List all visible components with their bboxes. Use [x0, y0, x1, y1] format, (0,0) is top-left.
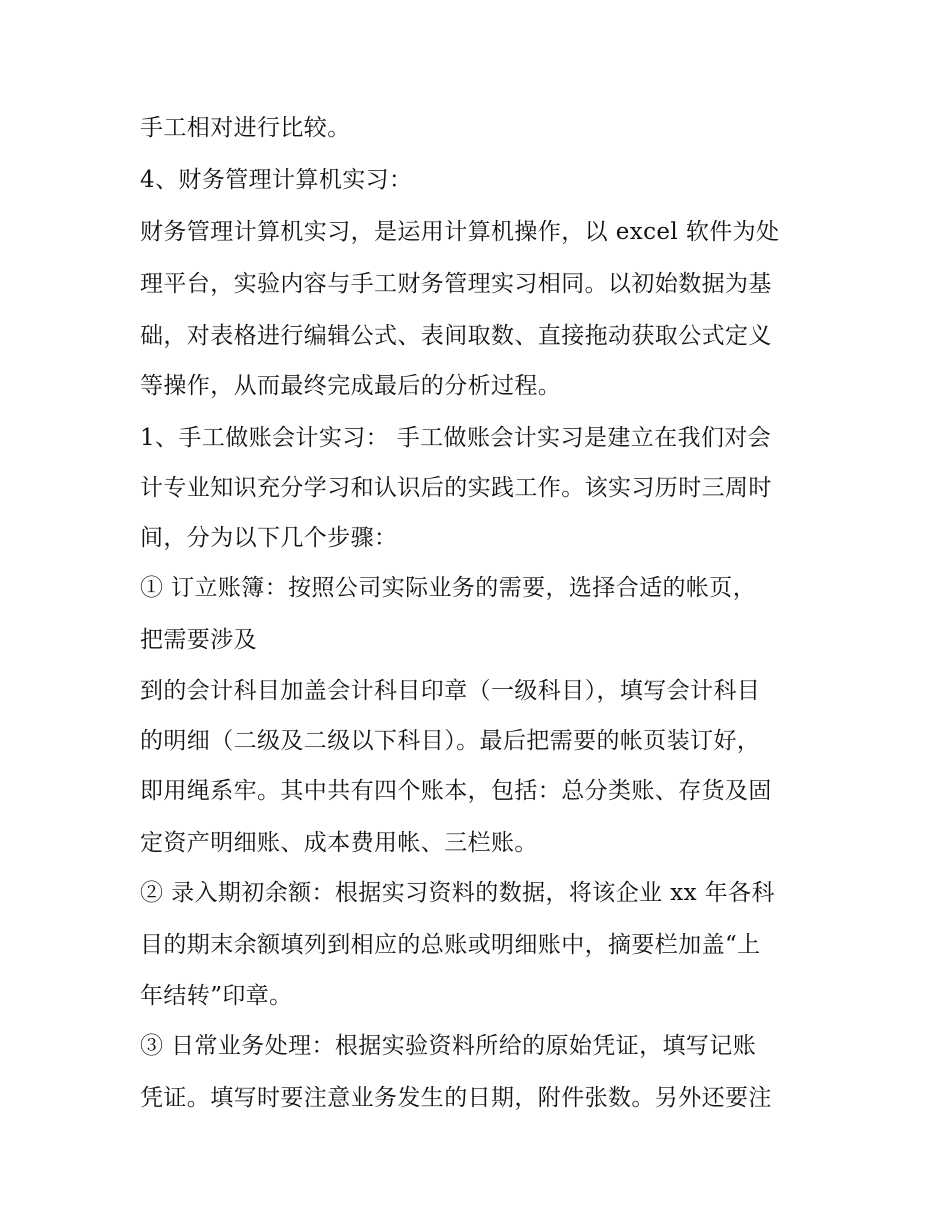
text-line: 间，分为以下几个步骤：	[140, 525, 398, 551]
text-line: 定资产明细账、成本费用帐、三栏账。	[140, 830, 538, 856]
text-line: ③ 日常业务处理：根据实验资料所给的原始凭证，填写记账	[140, 1033, 757, 1059]
text-line: ① 订立账簿：按照公司实际业务的需要，选择合适的帐页，	[140, 575, 757, 601]
section-heading: 4、财务管理计算机实习：	[140, 167, 413, 193]
text-line: 计专业知识充分学习和认识后的实践工作。该实习历时三周时	[140, 475, 772, 501]
text-line: 凭证。填写时要注意业务发生的日期，附件张数。另外还要注	[140, 1085, 772, 1111]
text-line: 础，对表格进行编辑公式、表间取数、直接拖动获取公式定义	[140, 323, 772, 349]
text-line: 手工相对进行比较。	[140, 115, 351, 141]
text-line: 理平台，实验内容与手工财务管理实习相同。以初始数据为基	[140, 271, 772, 297]
text-line: 年结转”印章。	[140, 983, 293, 1009]
text-line: 财务管理计算机实习，是运用计算机操作，以 excel 软件为处	[140, 219, 780, 245]
text-line: 目的期末余额填列到相应的总账或明细账中，摘要栏加盖“上	[140, 932, 761, 958]
text-line: 把需要涉及	[140, 627, 257, 653]
text-line: 等操作，从而最终完成最后的分析过程。	[140, 373, 562, 399]
text-line: 即用绳系牢。其中共有四个账本，包括：总分类账、存货及固	[140, 778, 772, 804]
text-line: ② 录入期初余额：根据实习资料的数据，将该企业 xx 年各科	[140, 880, 775, 906]
text-line: 的明细（二级及二级以下科目）。最后把需要的帐页装订好，	[140, 728, 761, 754]
section-heading: 1、手工做账会计实习： 手工做账会计实习是建立在我们对会	[140, 425, 772, 451]
text-line: 到的会计科目加盖会计科目印章（一级科目），填写会计科目	[140, 678, 761, 704]
